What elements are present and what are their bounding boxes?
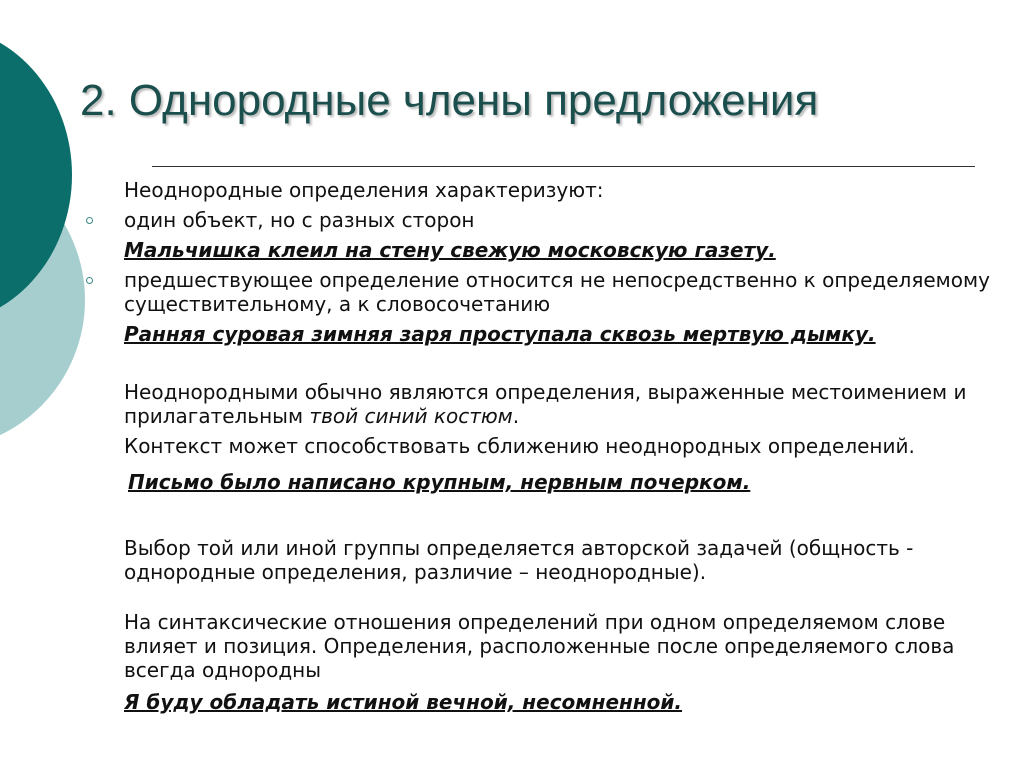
example-text: Ранняя суровая зимняя заря проступала сквозь мертвую дымку. [124, 322, 876, 346]
title-divider [152, 166, 975, 167]
slide-title: 2. Однородные члены предложения [80, 76, 819, 125]
example-text: Я буду обладать истиной вечной, несомненной. [124, 690, 683, 714]
example-text: Письмо было написано крупным, нервным почерком. [128, 470, 751, 494]
example-sentence [124, 470, 1004, 494]
paragraph-text: Неоднородными обычно являются определения, выраженные местоимением и прилагательным [124, 380, 967, 428]
paragraph [124, 536, 1004, 584]
paragraph [124, 380, 1004, 428]
example-sentence [124, 238, 1004, 262]
bullet-circle-icon [86, 217, 93, 224]
bullet-text: один объект, но с разных сторон [124, 208, 475, 232]
bullet-text: предшествующее определение относится не непосредственно к определяемому существительному, а к словосочетанию [124, 268, 990, 316]
paragraph-text: Контекст может способствовать сближению неоднородных определений. [124, 434, 915, 458]
bullet-circle-icon [86, 277, 93, 284]
example-sentence [124, 322, 1004, 346]
bullet-item [124, 268, 1004, 316]
paragraph [124, 434, 1004, 458]
paragraph-text: На синтаксические отношения определений при одном определяемом слове влияет и позиция. Определения, расположенные после определяемого слова всегда однородны [124, 610, 955, 682]
example-sentence [124, 690, 1004, 714]
paragraph-text-end: . [512, 404, 520, 428]
intro-text: Неоднородные определения характеризуют: [124, 178, 604, 202]
bullet-item [124, 208, 1004, 232]
paragraph [124, 610, 1004, 682]
paragraph-italic-example: твой синий костюм [309, 404, 513, 428]
paragraph-text: Выбор той или иной группы определяется авторской задачей (общность - однородные определения, различие – неоднородные). [124, 536, 914, 584]
slide-body [124, 178, 1004, 714]
example-text: Мальчишка клеил на стену свежую московскую газету. [124, 238, 776, 262]
